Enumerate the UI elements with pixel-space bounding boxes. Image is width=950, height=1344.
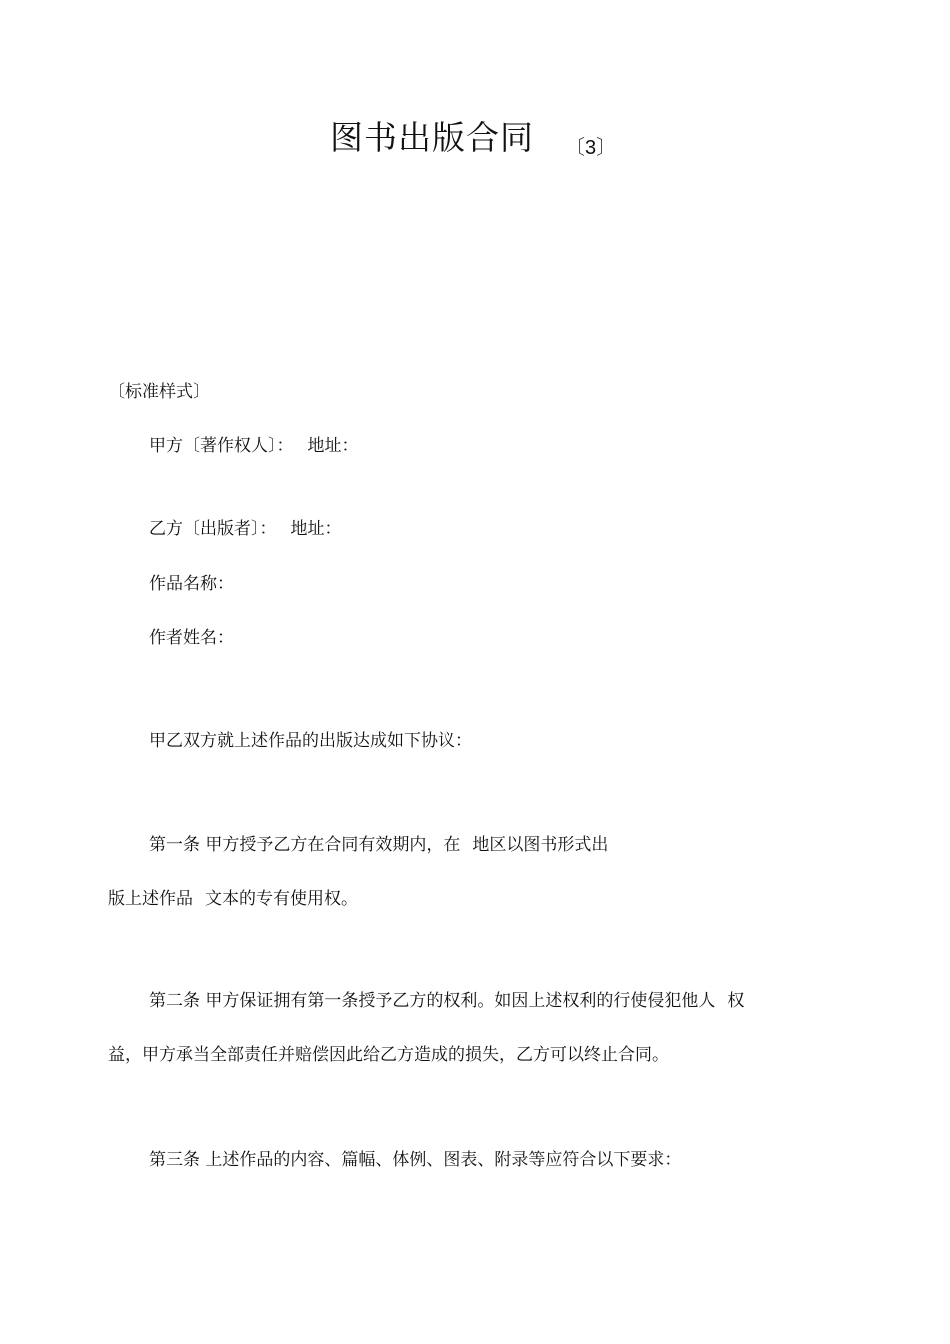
party-b-label: 乙方〔出版者〕：	[149, 519, 277, 539]
article-1-line-2	[108, 891, 358, 908]
agreement-intro: 甲乙双方就上述作品的出版达成如下协议：	[149, 731, 472, 751]
article-2-line-1	[149, 993, 744, 1010]
party-a-label: 甲方〔著作权人〕：	[149, 436, 294, 456]
article-1-line-1	[149, 837, 608, 854]
party-b-address-label: 地址：	[290, 519, 342, 539]
party-b-line	[149, 521, 342, 538]
article-2-text-b: 权	[727, 991, 745, 1011]
author-name-label: 作者姓名：	[149, 628, 234, 648]
article-1-text-b: 地区以图书形式出	[472, 835, 609, 855]
article-2-text-a: 第二条 甲方保证拥有第一条授予乙方的权利。如因上述权利的行使侵犯他人	[149, 991, 716, 1011]
document-title: 图书出版合同	[330, 118, 534, 157]
article-1-text-a: 第一条 甲方授予乙方在合同有效期内，在	[149, 835, 461, 855]
article-2-line-2: 益，甲方承当全部责任并赔偿因此给乙方造成的损失，乙方可以终止合同。	[108, 1045, 669, 1065]
article-3-line-1: 第三条 上述作品的内容、篇幅、体例、图表、附录等应符合以下要求：	[149, 1150, 682, 1170]
article-1-text-c: 版上述作品	[108, 889, 193, 909]
format-note: 〔标准样式〕	[108, 382, 210, 402]
party-a-line	[149, 438, 359, 455]
article-1-text-d: 文本的专有使用权。	[205, 889, 358, 909]
document-title-number: 〔3〕	[565, 137, 617, 159]
party-a-address-label: 地址：	[307, 436, 359, 456]
work-title-label: 作品名称：	[149, 574, 234, 594]
